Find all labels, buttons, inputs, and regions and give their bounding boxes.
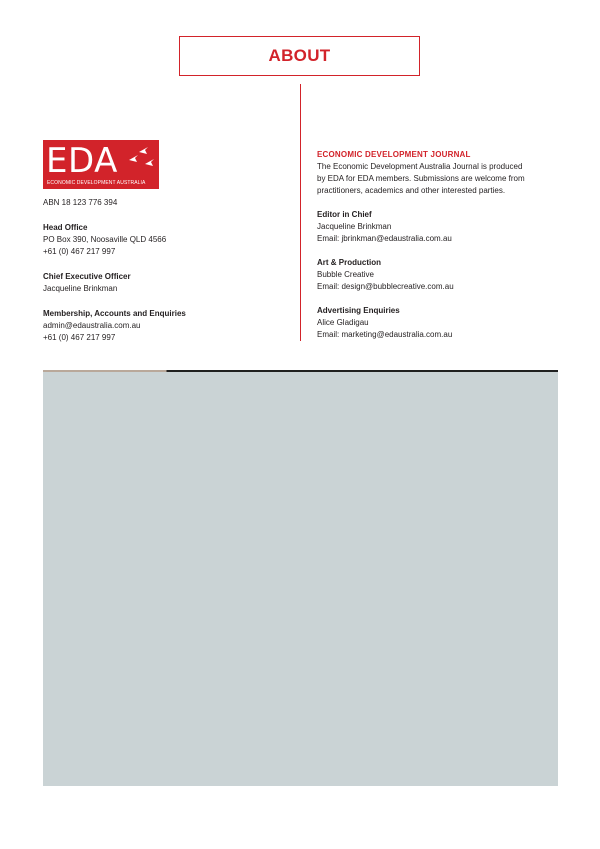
art-production-name: Bubble Creative [317, 270, 374, 279]
head-office-address: PO Box 390, Noosaville QLD 4566 [43, 235, 167, 244]
birds-icon [129, 146, 155, 168]
membership-email: admin@edaustralia.com.au [43, 321, 141, 330]
membership-heading: Membership, Accounts and Enquiries [43, 309, 186, 318]
editor-heading: Editor in Chief [317, 210, 372, 219]
abn-text: ABN 18 123 776 394 [43, 198, 118, 207]
image-placeholder [43, 370, 558, 786]
page-title: ABOUT [268, 46, 331, 65]
membership-phone: +61 (0) 467 217 997 [43, 333, 116, 342]
column-divider [300, 84, 301, 341]
journal-description-line: practitioners, academics and other interested parties. [317, 186, 506, 195]
ceo-heading: Chief Executive Officer [43, 272, 131, 281]
image-top-edge [43, 370, 558, 372]
art-production-heading: Art & Production [317, 258, 381, 267]
art-production-email: Email: design@bubblecreative.com.au [317, 282, 454, 291]
journal-heading: ECONOMIC DEVELOPMENT JOURNAL [317, 150, 471, 159]
editor-email: Email: jbrinkman@edaustralia.com.au [317, 234, 452, 243]
logo-letters: EDA [46, 141, 118, 181]
page-title-box [179, 36, 420, 76]
ceo-name: Jacqueline Brinkman [43, 284, 118, 293]
journal-description-line: by EDA for EDA members. Submissions are welcome from [317, 174, 525, 183]
editor-name: Jacqueline Brinkman [317, 222, 392, 231]
eda-logo [43, 140, 159, 189]
head-office-heading: Head Office [43, 223, 88, 232]
advertising-name: Alice Gladigau [317, 318, 369, 327]
head-office-phone: +61 (0) 467 217 997 [43, 247, 116, 256]
journal-description-line: The Economic Development Australia Journal is produced [317, 162, 523, 171]
contact-details-right [317, 149, 557, 341]
advertising-heading: Advertising Enquiries [317, 306, 400, 315]
contact-details-left [43, 197, 283, 344]
advertising-email: Email: marketing@edaustralia.com.au [317, 330, 453, 339]
logo-subtitle: ECONOMIC DEVELOPMENT AUSTRALIA [47, 180, 146, 186]
